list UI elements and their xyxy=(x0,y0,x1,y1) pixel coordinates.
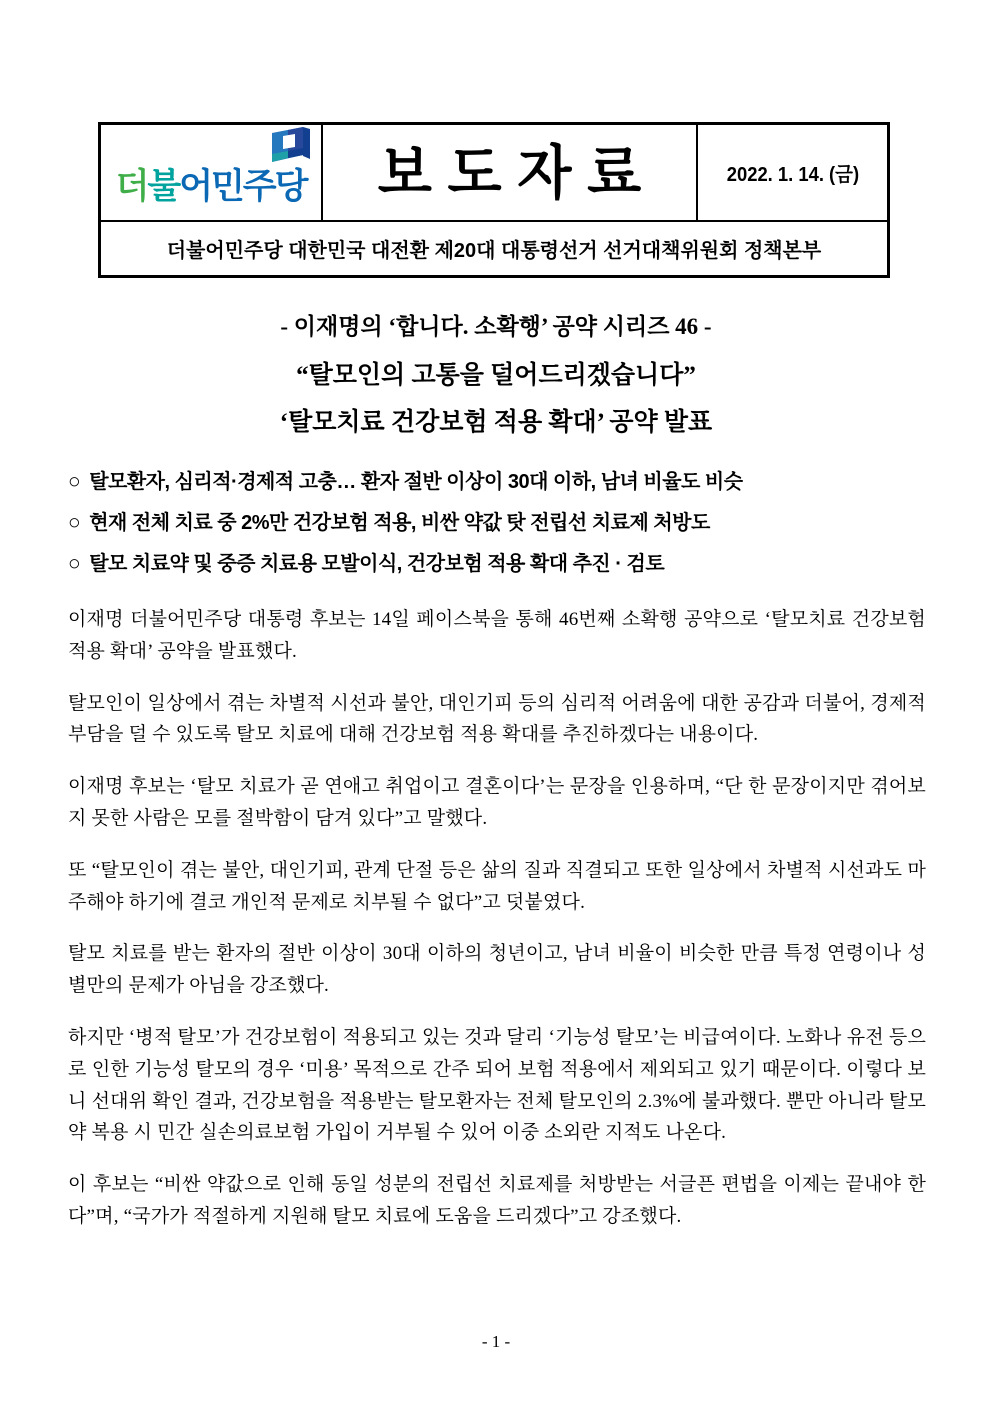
date-cell xyxy=(698,125,887,220)
release-date: 2022. 1. 14. (금) xyxy=(726,164,859,186)
header-top-row xyxy=(101,125,887,222)
bullet-text: 탈모 치료약 및 중증 치료용 모발이식, 건강보험 적용 확대 추진 · 검토 xyxy=(89,553,665,575)
circle-bullet-icon: ○ xyxy=(68,552,81,575)
body-paragraph: 하지만 ‘병적 탈모’가 건강보험이 적용되고 있는 것과 달리 ‘기능성 탈모’는 비급여이다. 노화나 유전 등으로 인한 기능성 탈모의 경우 ‘미용’ 목적으로 간주 되어 보험 적용에서 제외되고 있기 때문이다. 이렇다 보니 선대위 확인 결과, 건강보험을 적용받는 탈모환자는 전체 탈모인의 2.3%에 불과했다. 뿐만 아니라 탈모약 복용 시 민간 실손의료보험 가입이 거부될 수 있어 이중 소외란 지적도 나온다. xyxy=(68,1026,926,1144)
headline-series-line: - 이재명의 ‘합니다. 소확행’ 공약 시리즈 46 - xyxy=(280,314,712,339)
headline-quote-line: “탈모인의 고통을 덜어드리겠습니다” xyxy=(296,362,696,389)
party-name-green: 더 xyxy=(115,167,148,206)
bullet-text: 현재 전체 치료 중 2%만 건강보험 적용, 비싼 약값 탓 전립선 치료제 처방도 xyxy=(89,512,710,534)
article-body xyxy=(68,604,926,1233)
flag-white-window xyxy=(283,134,295,149)
body-paragraph: 또 “탈모인이 겪는 불안, 대인기피, 관계 단절 등은 삶의 질과 직결되고 또한 일상에서 차별적 시선과도 마주해야 하기에 결코 개인적 문제로 치부될 수 없다”고 덧붙였다. xyxy=(68,859,926,913)
body-paragraph: 이재명 후보는 ‘탈모 치료가 곧 연애고 취업이고 결혼이다’는 문장을 인용하며, “단 한 문장이지만 겪어보지 못한 사람은 모를 절박함이 담겨 있다”고 말했다. xyxy=(68,776,926,829)
body-paragraph: 이 후보는 “비싼 약값으로 인해 동일 성분의 전립선 치료제를 처방받는 서글픈 편법을 이제는 끝내야 한다”며, “국가가 적절하게 지원해 탈모 치료에 도움을 드리겠다”고 강조했다. xyxy=(68,1174,926,1227)
flag-pole xyxy=(303,127,310,159)
bullet-item xyxy=(68,470,926,495)
circle-bullet-icon: ○ xyxy=(68,511,81,534)
issuing-organization: 더불어민주당 대한민국 대전환 제20대 대통령선거 선거대책위원회 정책본부 xyxy=(166,240,822,262)
summary-bullets xyxy=(68,470,926,593)
press-release-title-cell xyxy=(323,125,698,220)
party-flag-icon xyxy=(272,125,314,180)
header-subtitle-row xyxy=(101,222,887,275)
headline-pledge-line: ‘탈모치료 건강보험 적용 확대’ 공약 발표 xyxy=(279,409,713,436)
headline-block xyxy=(0,308,992,449)
body-paragraph: 탈모인이 일상에서 겪는 차별적 시선과 불안, 대인기피 등의 심리적 어려움에 대한 공감과 더불어, 경제적 부담을 덜 수 있도록 탈모 치료에 대해 건강보험 적용 확대를 추진하겠다는 내용이다. xyxy=(68,692,926,746)
party-name-blue: 어민주당 xyxy=(179,167,307,206)
bullet-text: 탈모환자, 심리적·경제적 고충… 환자 절반 이상이 30대 이하, 남녀 비율도 비슷 xyxy=(89,471,743,493)
party-name-teal: 불 xyxy=(147,167,180,206)
party-logo xyxy=(116,141,307,204)
header-table xyxy=(98,122,890,278)
bullet-item xyxy=(68,511,926,536)
body-paragraph: 탈모 치료를 받는 환자의 절반 이상이 30대 이하의 청년이고, 남녀 비율이 비슷한 만큼 특정 연령이나 성별만의 문제가 아님을 강조했다. xyxy=(68,943,926,997)
press-release-title: 보도자료 xyxy=(377,139,657,205)
body-paragraph: 이재명 더불어민주당 대통령 후보는 14일 페이스북을 통해 46번째 소확행 공약으로 ‘탈모치료 건강보험 적용 확대’ 공약을 발표했다. xyxy=(68,609,926,662)
party-logo-cell xyxy=(101,125,323,220)
bullet-item xyxy=(68,552,926,577)
party-flag-icon-svg xyxy=(272,125,314,175)
circle-bullet-icon: ○ xyxy=(68,470,81,493)
page-number: - 1 - xyxy=(481,1332,511,1351)
